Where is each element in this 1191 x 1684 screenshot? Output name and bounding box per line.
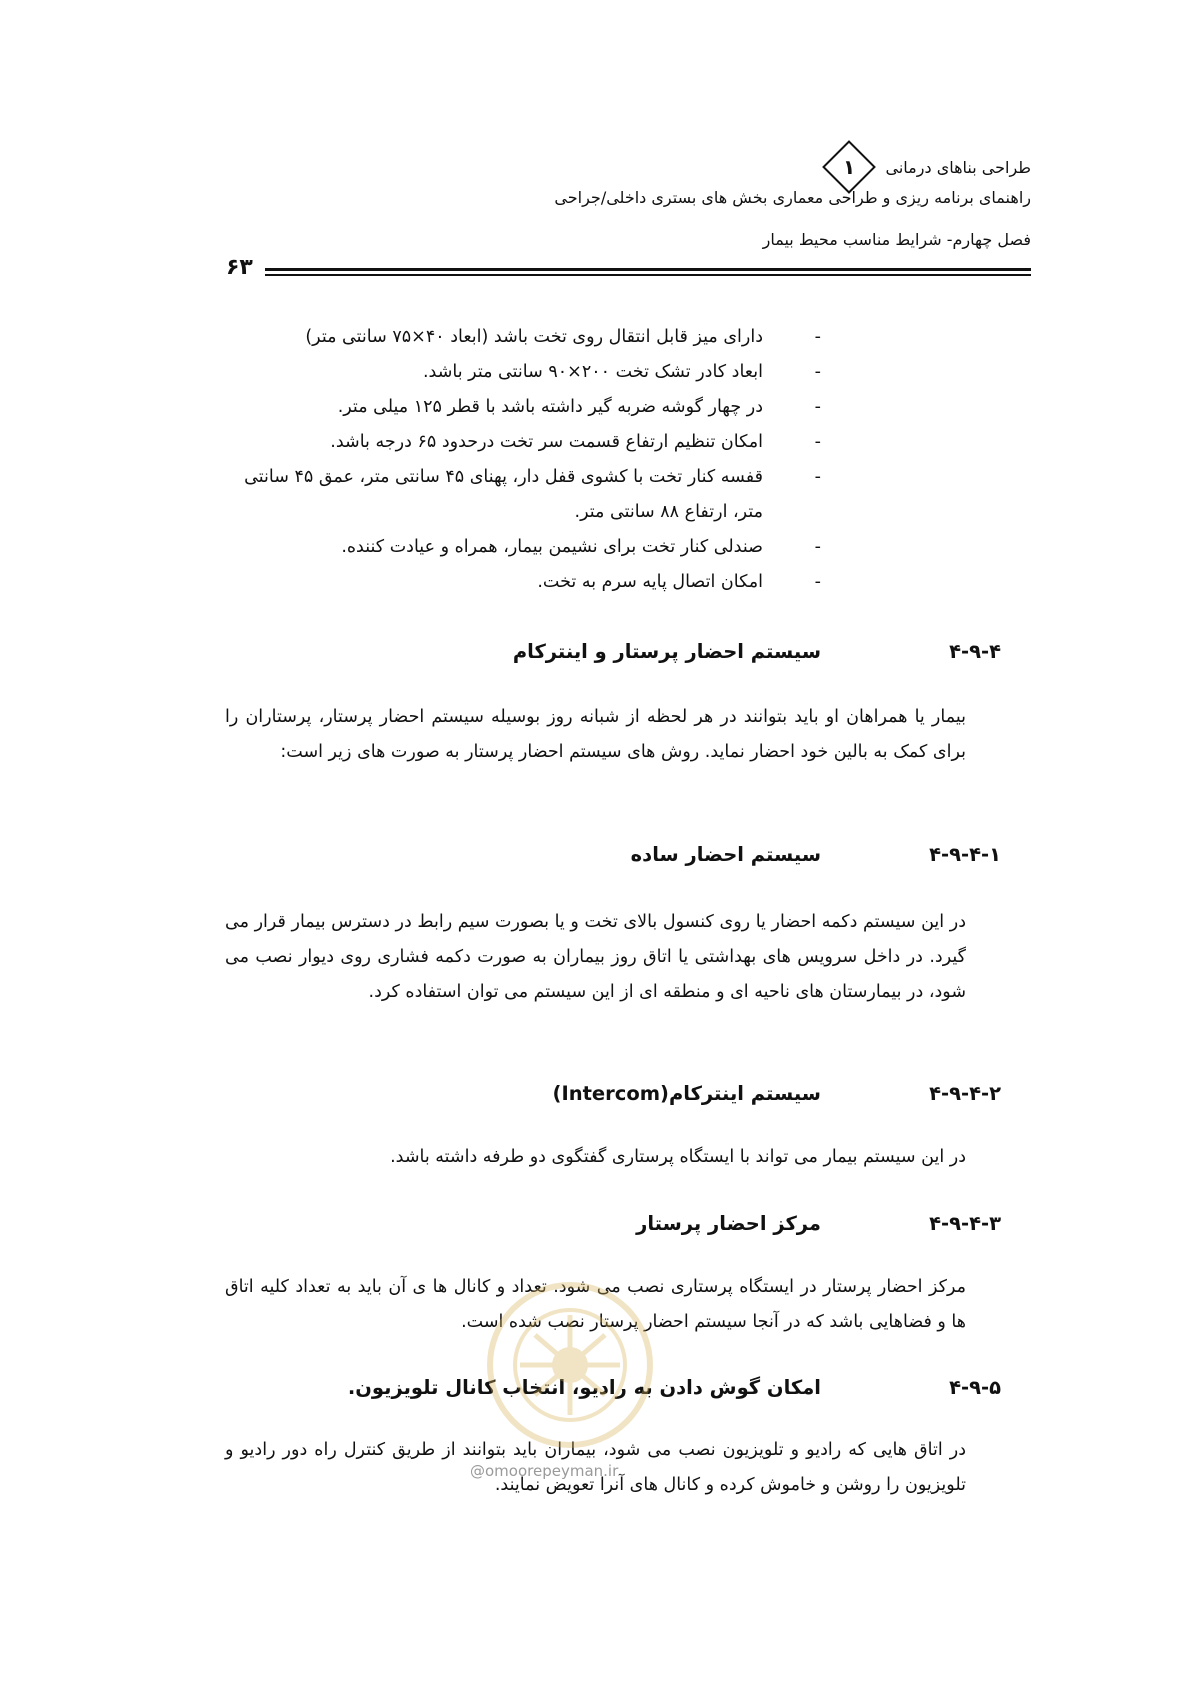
section-title: سیستم اینترکام(Intercom) bbox=[552, 1082, 821, 1105]
list-item bbox=[225, 460, 821, 530]
list-item-text: امکان اتصال پایه سرم به تخت. bbox=[537, 572, 763, 592]
bullet-dash: - bbox=[814, 397, 821, 417]
section-number: ۴-۹-۴ bbox=[949, 640, 1001, 663]
section-paragraph: بیمار یا همراهان او باید بتوانند در هر لحظه از شبانه روز بوسیله سیستم احضار پرستار، پرستاران را برای کمک به بالین خود احضار نماید. روش های سیستم احضار پرستار به صورت های زیر است: bbox=[225, 707, 966, 762]
section-number: ۴-۹-۴-۱ bbox=[929, 843, 1001, 866]
list-item-text: در چهار گوشه ضربه گیر داشته باشد با قطر ۱۲۵ میلی متر. bbox=[337, 397, 763, 417]
bullet-dash: - bbox=[814, 432, 821, 452]
list-item-text: صندلی کنار تخت برای نشیمن بیمار، همراه و عیادت کننده. bbox=[341, 537, 763, 557]
section-title: مرکز احضار پرستار bbox=[636, 1212, 821, 1235]
header-subtitle: راهنمای برنامه ریزی و طراحی معماری بخش های بستری داخلی/جراحی bbox=[554, 188, 1031, 207]
bullet-dash: - bbox=[814, 572, 821, 592]
volume-badge-icon bbox=[822, 140, 876, 194]
list-item bbox=[225, 565, 821, 600]
bullet-dash: - bbox=[814, 327, 821, 347]
bullet-dash: - bbox=[814, 362, 821, 382]
section-paragraph: در این سیستم بیمار می تواند با ایستگاه پرستاری گفتگوی دو طرفه داشته باشد. bbox=[390, 1147, 966, 1167]
list-item-text: دارای میز قابل انتقال روی تخت باشد (ابعاد ۴۰×۷۵ سانتی متر) bbox=[305, 327, 763, 347]
list-item bbox=[225, 390, 821, 425]
watermark-logo-icon bbox=[450, 1265, 690, 1455]
section-heading bbox=[225, 1082, 1001, 1105]
header-chapter: فصل چهارم- شرایط مناسب محیط بیمار bbox=[762, 230, 1031, 249]
section-number: ۴-۹-۴-۲ bbox=[929, 1082, 1001, 1105]
list-item bbox=[225, 530, 821, 565]
list-item-text: امکان تنظیم ارتفاع قسمت سر تخت درحدود ۶۵ درجه باشد. bbox=[330, 432, 763, 452]
section-heading bbox=[225, 843, 1001, 866]
section-title: سیستم احضار پرستار و اینترکام bbox=[512, 640, 821, 663]
list-item bbox=[225, 355, 821, 390]
book-title: طراحی بناهای درمانی bbox=[885, 157, 1031, 177]
list-item bbox=[225, 425, 821, 460]
section-paragraph: در این سیستم دکمه احضار یا روی کنسول بالای تخت و یا بصورت سیم رابط در دسترس بیمار قرار می گیرد. در داخل سرویس های بهداشتی یا اتاق روز بیماران به صورت دکمه فشاری روی دیوار نصب می شود، در بیمارستان های ناحیه ای و منطقه ای از این سیستم می توان استفاده کرد. bbox=[225, 912, 966, 1002]
section-number: ۴-۹-۵ bbox=[949, 1376, 1001, 1399]
header-rule-thin bbox=[265, 274, 1031, 276]
list-item bbox=[225, 320, 821, 355]
bullet-dash: - bbox=[814, 537, 821, 557]
volume-number: ۱ bbox=[842, 155, 855, 179]
section-paragraph: در اتاق هایی که رادیو و تلویزیون نصب می شود، بیماران باید بتوانند از طریق کنترل راه دور رادیو و تلویزیون را روشن و خاموش کرده و کانال های آنرا تعویض نمایند. bbox=[225, 1440, 966, 1495]
bullet-dash: - bbox=[814, 467, 821, 487]
section-paragraph: مرکز احضار پرستار در ایستگاه پرستاری نصب می شود. تعداد و کانال ها ی آن باید به تعداد کلیه اتاق ها و فضاهایی باشد که در آنجا سیستم احضار پرستار نصب شده است. bbox=[225, 1277, 966, 1332]
bed-features-list bbox=[225, 320, 821, 600]
header-rule bbox=[265, 268, 1031, 271]
section-number: ۴-۹-۴-۳ bbox=[929, 1212, 1001, 1235]
list-item-text: قفسه کنار تخت با کشوی قفل دار، پهنای ۴۵ سانتی متر، عمق ۴۵ سانتی متر، ارتفاع ۸۸ سانتی متر. bbox=[244, 467, 763, 522]
list-item-text: ابعاد کادر تشک تخت ۲۰۰×۹۰ سانتی متر باشد. bbox=[422, 362, 763, 382]
header-book-title bbox=[265, 148, 1031, 186]
page-number: ۶۳ bbox=[220, 255, 259, 280]
section-title: امکان گوش دادن به رادیو، انتخاب کانال تلویزیون. bbox=[347, 1376, 821, 1399]
section-title: سیستم احضار ساده bbox=[630, 843, 821, 866]
section-heading bbox=[225, 640, 1001, 663]
watermark-text: @omoorepeyman.ir bbox=[470, 1462, 619, 1480]
section-heading bbox=[225, 1212, 1001, 1235]
